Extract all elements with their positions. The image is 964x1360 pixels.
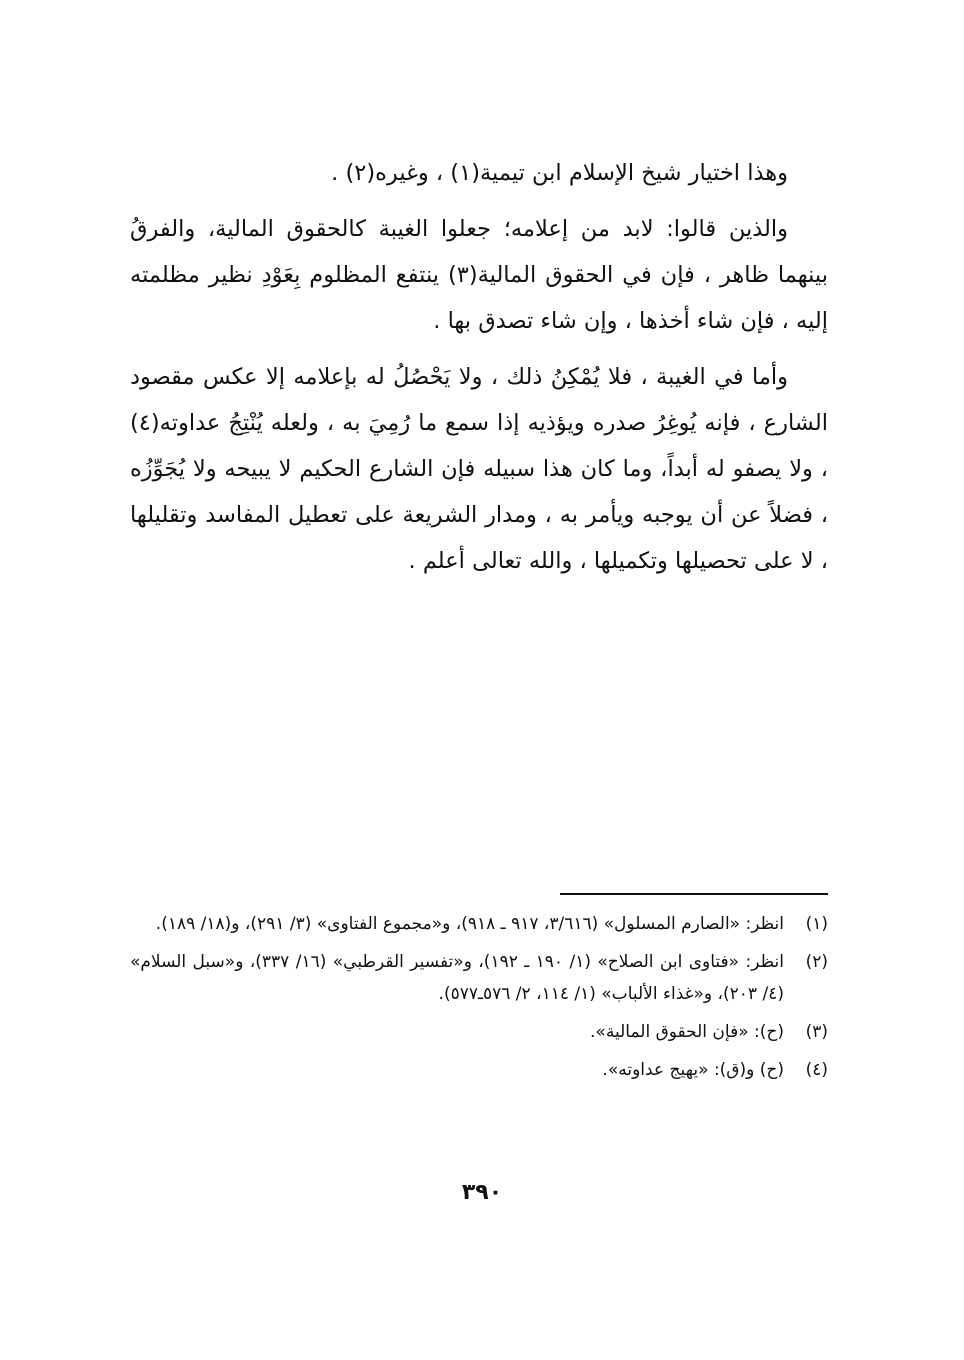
footnote-number: (٢) — [805, 952, 828, 972]
main-text — [130, 150, 828, 594]
footnote-2 — [130, 946, 828, 1010]
page-number: ٣٩٠ — [461, 1180, 503, 1205]
footnote-text: انظر: «الصارم المسلول» (٣/٦١٦، ٩١٧ ـ ٩١٨)، و«مجموع الفتاوى» (٣/ ٢٩١)، و(١٨/ ١٨٩). — [155, 914, 784, 934]
footnote-text: (ح) و(ق): «يهيج عداوته». — [602, 1060, 784, 1080]
footnote-number: (١) — [805, 914, 828, 934]
footnote-text: (ح): «فإن الحقوق المالية». — [590, 1022, 784, 1042]
footnote-3 — [130, 1016, 828, 1048]
paragraph-1: وهذا اختيار شيخ الإسلام ابن تيمية(١) ، وغيره(٢) . — [331, 160, 788, 186]
footnote-number: (٤) — [805, 1060, 828, 1080]
paragraph-2: والذين قالوا: لابد من إعلامه؛ جعلوا الغيبة كالحقوق المالية، والفرقُ بينهما ظاهر ، فإن في الحقوق المالية(٣) ينتفع المظلوم بِعَوْدِ نظير مظلمته إليه ، فإن شاء أخذها ، وإن شاء تصدق بها . — [130, 216, 828, 334]
footnotes — [130, 908, 828, 1092]
paragraph-3: وأما في الغيبة ، فلا يُمْكِنُ ذلك ، ولا يَحْصُلُ له بإعلامه إلا عكس مقصود الشارع ، فإنه يُوغِرُ صدره ويؤذيه إذا سمع ما رُمِيَ به ، ولعله يُنْتِجُ عداوته(٤) ، ولا يصفو له أبداً، وما كان هذا سبيله فإن الشارع الحكيم لا يبيحه ولا يُجَوِّزُه ، فضلاً عن أن يوجبه ويأمر به ، ومدار الشريعة على تعطيل المفاسد وتقليلها ، لا على تحصيلها وتكميلها ، والله تعالى أعلم . — [130, 364, 828, 574]
footnote-4 — [130, 1054, 828, 1086]
footnote-1 — [130, 908, 828, 940]
footnote-number: (٣) — [805, 1022, 828, 1042]
footnote-text: انظر: «فتاوى ابن الصلاح» (١/ ١٩٠ ـ ١٩٢)، و«تفسير القرطبي» (١٦/ ٣٣٧)، و«سبل السلام» (٤/ ٢٠٣)، و«غذاء الألباب» (١/ ١١٤، ٢/ ٥٧٦ـ٥٧٧). — [130, 952, 784, 1004]
footnote-separator — [560, 893, 828, 895]
